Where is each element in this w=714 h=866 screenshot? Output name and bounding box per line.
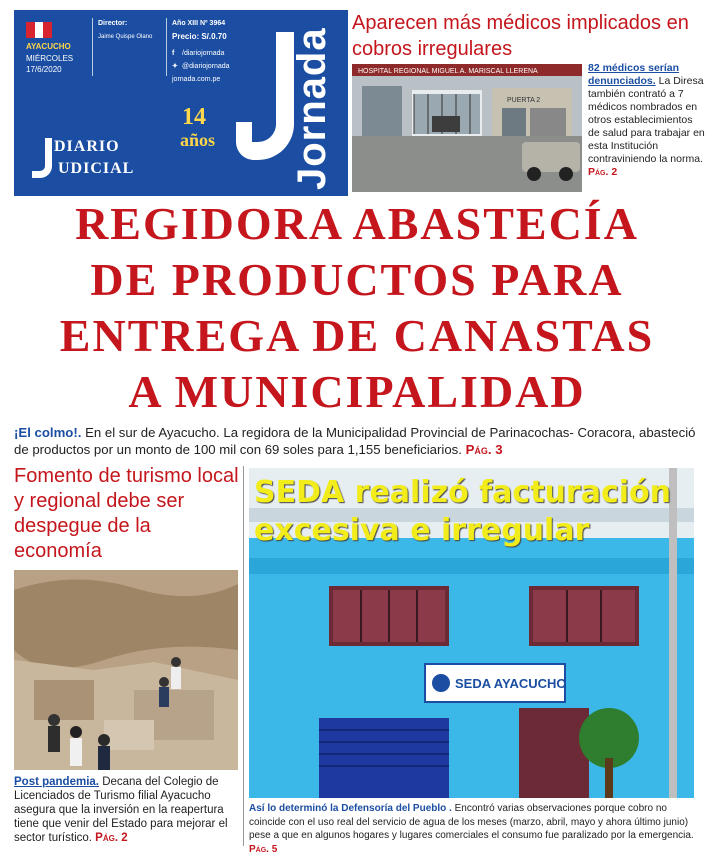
masthead-city: AYACUCHO bbox=[26, 42, 71, 51]
director-name: Jaime Quispe Olano bbox=[98, 34, 153, 40]
tourism-body: Decana del Colegio de Licenciados de Turismo filial Ayacucho asegura que la inversión en la reapertura tiene que venir del Estado para mejorar el sector turístico. bbox=[14, 776, 228, 844]
seda-text bbox=[249, 802, 701, 856]
top-story-lead[interactable]: 82 médicos serían denunciados. bbox=[588, 62, 680, 87]
twitter-icon: ✦ bbox=[172, 63, 178, 70]
judicial-j-icon bbox=[32, 138, 52, 178]
twitter-link[interactable]: ✦ @diariojornada bbox=[172, 63, 230, 70]
tourism-page: Pág. 2 bbox=[95, 832, 128, 844]
top-story-title[interactable]: Aparecen más médicos implicados en cobros irregulares bbox=[352, 12, 689, 60]
section-diario: DIARIO bbox=[54, 138, 120, 155]
anniversary-number: 14 bbox=[182, 104, 206, 130]
top-story-text bbox=[588, 62, 706, 179]
hospital-photo bbox=[352, 64, 582, 192]
facebook-link[interactable]: f /diariojornada bbox=[172, 50, 225, 57]
headline-line: REGIDORA ABASTECÍA bbox=[75, 198, 639, 249]
section-judicial: UDICIAL bbox=[58, 160, 135, 177]
main-story-deck bbox=[14, 424, 704, 458]
hospital-sign: HOSPITAL REGIONAL MIGUEL A. MARISCAL LLERENA bbox=[358, 68, 538, 75]
top-story-page: Pág. 2 bbox=[588, 166, 618, 178]
brand-logo: Jornada bbox=[290, 27, 334, 190]
headline-line: ENTREGA DE CANASTAS bbox=[59, 310, 655, 361]
masthead-weekday: MIÉRCOLES bbox=[26, 54, 74, 63]
logo-j-icon bbox=[252, 32, 294, 160]
ruins-photo bbox=[14, 570, 238, 770]
anniversary-text: años bbox=[180, 130, 216, 150]
seda-page: Pág. 5 bbox=[249, 843, 278, 855]
price: Precio: S/.0.70 bbox=[172, 32, 227, 41]
director-label: Director: bbox=[98, 20, 128, 27]
ruins-photo-image bbox=[14, 570, 238, 770]
website-link[interactable]: jornada.com.pe bbox=[172, 76, 221, 83]
main-story-page: Pág. 3 bbox=[465, 442, 503, 457]
main-headline[interactable] bbox=[6, 196, 708, 420]
masthead bbox=[14, 10, 348, 196]
masthead-divider bbox=[166, 18, 167, 76]
seda-lead: Así lo determinó la Defensoría del Pueblo . bbox=[249, 803, 452, 814]
top-story-body: La Diresa también contrató a 7 médicos nombrados en otros establecimientos de salud para trabajar en esta Institución contraviniendo la norma. bbox=[588, 75, 705, 165]
seda-sign: SEDA AYACUCHO bbox=[455, 676, 567, 691]
headline-line: DE PRODUCTOS PARA bbox=[90, 254, 624, 305]
tourism-lead[interactable]: Post pandemia. bbox=[14, 776, 99, 788]
tourism-title[interactable]: Fomento de turismo local y regional debe ser despegue de la economía bbox=[14, 465, 239, 562]
hospital-photo-image bbox=[352, 64, 582, 192]
seda-title[interactable]: SEDA realizó facturación excesiva e irregular bbox=[254, 475, 671, 548]
column-divider bbox=[243, 466, 244, 846]
main-story-body: En el sur de Ayacucho. La regidora de la Municipalidad Provincial de Parinacochas- Coracora, abasteció de productos por un monto de 100 mil con 69 soles para 1,155 beneficiarios. bbox=[14, 425, 696, 457]
peru-flag-icon bbox=[26, 22, 52, 38]
year-issue: Año XIII Nº 3964 bbox=[172, 20, 226, 27]
main-story-lead: ¡El colmo!. bbox=[14, 425, 82, 440]
headline-line: A MUNICIPALIDAD bbox=[128, 366, 586, 417]
masthead-divider bbox=[92, 18, 93, 76]
door-sign: PUERTA 2 bbox=[507, 97, 541, 104]
masthead-date: 17/6/2020 bbox=[26, 65, 62, 74]
tourism-text bbox=[14, 775, 244, 845]
facebook-icon: f bbox=[172, 50, 175, 57]
seda-body: Encontró varias observaciones porque cobro no coincide con el uso real del servicio de agua de los meses (marzo, abril, mayo y ahora último junio) pese a que en algunos hogares y lugares comerciales el consumo fue paralizado por la emergencia. bbox=[249, 803, 694, 841]
